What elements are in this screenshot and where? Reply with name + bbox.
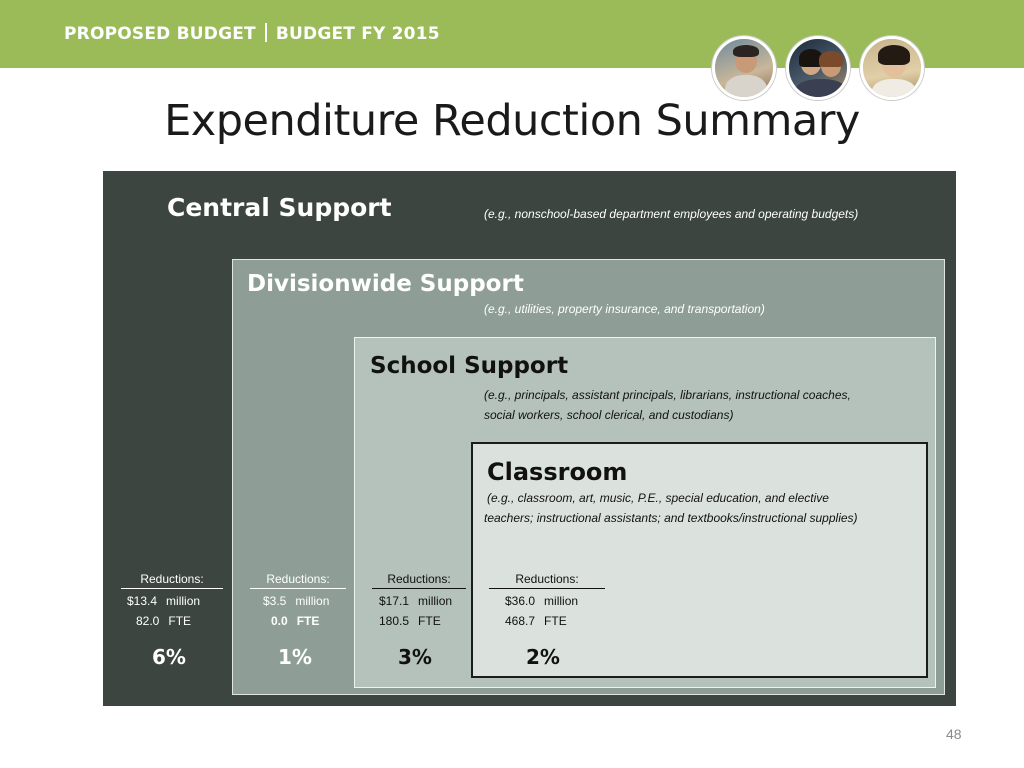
school-amount-unit: million [418, 594, 453, 608]
divisionwide-support-example: (e.g., utilities, property insurance, and transportation) [484, 302, 765, 316]
classroom-example-line-1: (e.g., classroom, art, music, P.E., special education, and elective [487, 491, 829, 505]
classroom-fte-unit: FTE [544, 614, 567, 628]
banner-separator [265, 23, 267, 42]
slide-title: Expenditure Reduction Summary [164, 96, 860, 146]
classroom-reduction-percent: 2% [526, 645, 560, 669]
school-support-example-line-1: (e.g., principals, assistant principals, librarians, instructional coaches, [484, 388, 851, 402]
divisionwide-fte-value: 0.0 [271, 614, 288, 628]
school-reduction-percent: 3% [398, 645, 432, 669]
divisionwide-amount-unit: million [295, 594, 330, 608]
central-amount-unit: million [166, 594, 201, 608]
divisionwide-amount-value: $3.5 [263, 594, 287, 608]
banner-right-text: BUDGET FY 2015 [275, 24, 440, 44]
classroom-example-line-2: teachers; instructional assistants; and textbooks/instructional supplies) [484, 511, 858, 525]
classroom-reduction-fte [505, 614, 567, 628]
school-amount-value: $17.1 [379, 594, 410, 608]
banner-title [64, 23, 440, 44]
classroom-amount-value: $36.0 [505, 594, 536, 608]
school-reductions-label: Reductions: [372, 572, 466, 586]
central-reduction-amount [127, 594, 200, 608]
page-number: 48 [946, 726, 962, 742]
central-fte-value: 82.0 [136, 614, 160, 628]
central-fte-unit: FTE [168, 614, 192, 628]
central-amount-value: $13.4 [127, 594, 158, 608]
banner-left-text: PROPOSED BUDGET [64, 24, 256, 44]
students-photo-icon [786, 36, 850, 100]
classroom-fte-value: 468.7 [505, 614, 536, 628]
classroom-amount-unit: million [544, 594, 579, 608]
school-fte-value: 180.5 [379, 614, 410, 628]
school-support-heading: School Support [370, 353, 569, 379]
student-photo-icon [712, 36, 776, 100]
classroom-reductions-label: Reductions: [489, 572, 605, 586]
central-reductions-label: Reductions: [121, 572, 223, 586]
student-reading-photo-icon [860, 36, 924, 100]
central-reduction-fte [136, 614, 191, 628]
school-fte-unit: FTE [418, 614, 441, 628]
school-support-example-line-2: social workers, school clerical, and custodians) [484, 408, 734, 422]
central-support-example: (e.g., nonschool-based department employees and operating budgets) [484, 207, 859, 221]
divisionwide-fte-unit: FTE [296, 614, 320, 628]
central-reduction-percent: 6% [152, 645, 186, 669]
divisionwide-support-heading: Divisionwide Support [247, 271, 524, 297]
school-reduction-fte [379, 614, 441, 628]
classroom-reduction-amount [505, 594, 578, 608]
divisionwide-reduction-percent: 1% [278, 645, 312, 669]
divisionwide-reductions-label: Reductions: [250, 572, 346, 586]
classroom-heading: Classroom [487, 458, 628, 486]
divisionwide-reduction-amount [263, 594, 329, 608]
school-reduction-amount [379, 594, 452, 608]
central-support-heading: Central Support [167, 193, 392, 222]
divisionwide-reduction-fte [271, 614, 319, 628]
